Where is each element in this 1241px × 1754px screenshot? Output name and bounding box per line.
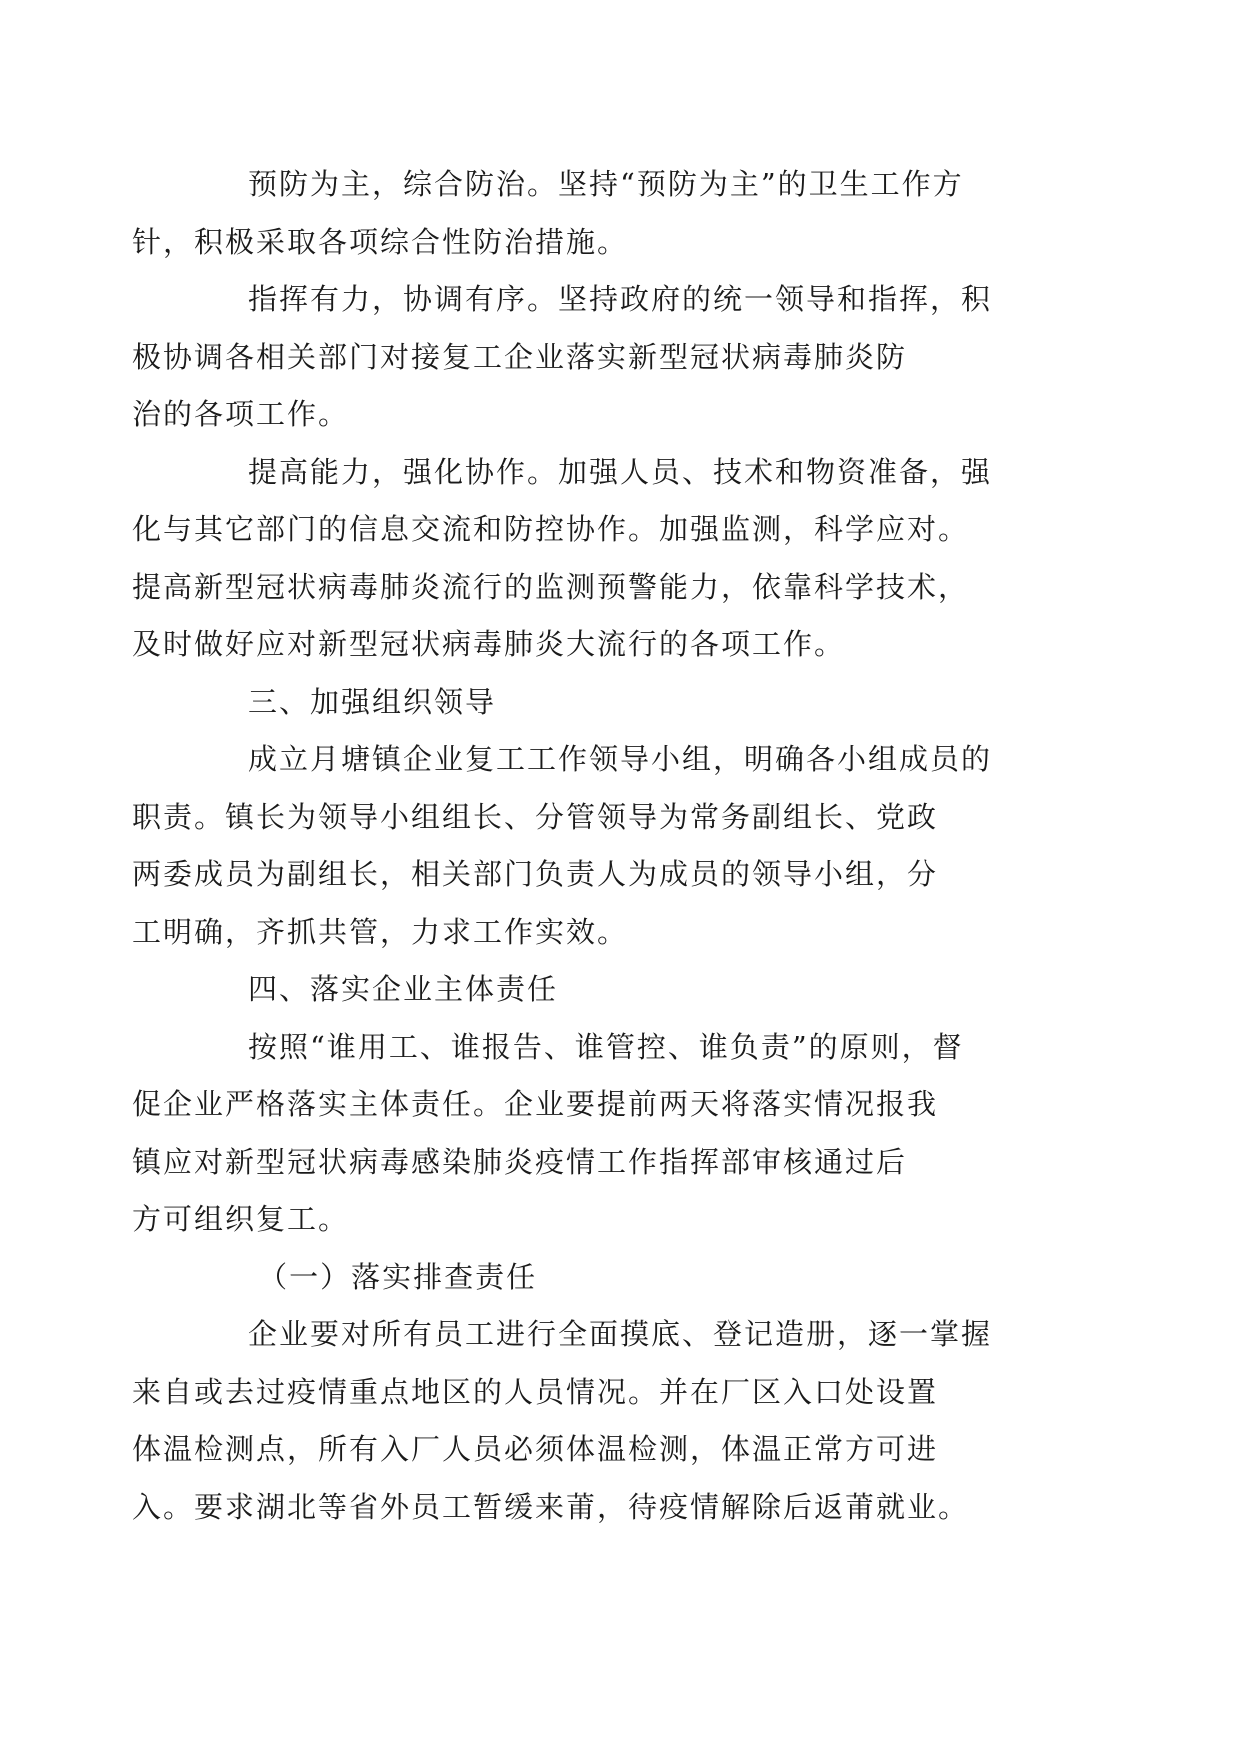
text-line: 化与其它部门的信息交流和防控协作。加强监测，科学应对。 [132,512,970,546]
paragraph-prevention [132,156,1052,271]
section-heading-3 [190,674,1052,732]
text-line: 促企业严格落实主体责任。企业要提前两天将落实情况报我 [132,1087,939,1121]
text-line: 按照“谁用工、谁报告、谁管控、谁负责”的原则，督 [248,1029,964,1064]
section-heading-4 [190,961,1052,1019]
heading-text: 三、加强组织领导 [248,684,497,719]
paragraph-command [132,271,1052,444]
subsection-heading-1 [190,1249,1052,1307]
text-line: 来自或去过疫情重点地区的人员情况。并在厂区入口处设置 [132,1374,939,1409]
text-line: 指挥有力，协调有序。坚持政府的统一领导和指挥，积 [248,282,993,316]
text-line: 提高能力，强化协作。加强人员、技术和物资准备，强 [248,454,993,489]
paragraph-screening [132,1306,1052,1536]
text-line: 两委成员为副组长，相关部门负责人为成员的领导小组，分 [132,857,939,891]
paragraph-leadership-group [132,731,1052,961]
text-line: 治的各项工作。 [132,397,350,431]
text-line: 成立月塘镇企业复工工作领导小组，明确各小组成员的 [248,742,993,776]
document-body [132,156,1052,1536]
paragraph-responsibility [132,1019,1052,1249]
paragraph-capability [132,444,1052,674]
text-line: 方可组织复工。 [132,1202,350,1236]
text-line: 职责。镇长为领导小组组长、分管领导为常务副组长、党政 [132,799,939,834]
text-line: 预防为主，综合防治。坚持“预防为主”的卫生工作方 [248,167,964,201]
text-line: 镇应对新型冠状病毒感染肺炎疫情工作指挥部审核通过后 [132,1144,908,1179]
text-line: 提高新型冠状病毒肺炎流行的监测预警能力，依靠科学技术， [132,569,970,604]
text-line: 针，积极采取各项综合性防治措施。 [132,224,629,259]
text-line: 企业要对所有员工进行全面摸底、登记造册，逐一掌握 [248,1317,993,1351]
text-line: 及时做好应对新型冠状病毒肺炎大流行的各项工作。 [132,627,846,661]
heading-text: 四、落实企业主体责任 [248,972,559,1006]
text-line: 入。要求湖北等省外员工暂缓来莆，待疫情解除后返莆就业。 [132,1489,970,1524]
heading-text: （一）落实排查责任 [258,1259,538,1294]
text-line: 体温检测点，所有入厂人员必须体温检测，体温正常方可进 [132,1432,939,1466]
text-line: 极协调各相关部门对接复工企业落实新型冠状病毒肺炎防 [132,339,908,374]
text-line: 工明确，齐抓共管，力求工作实效。 [132,914,629,949]
